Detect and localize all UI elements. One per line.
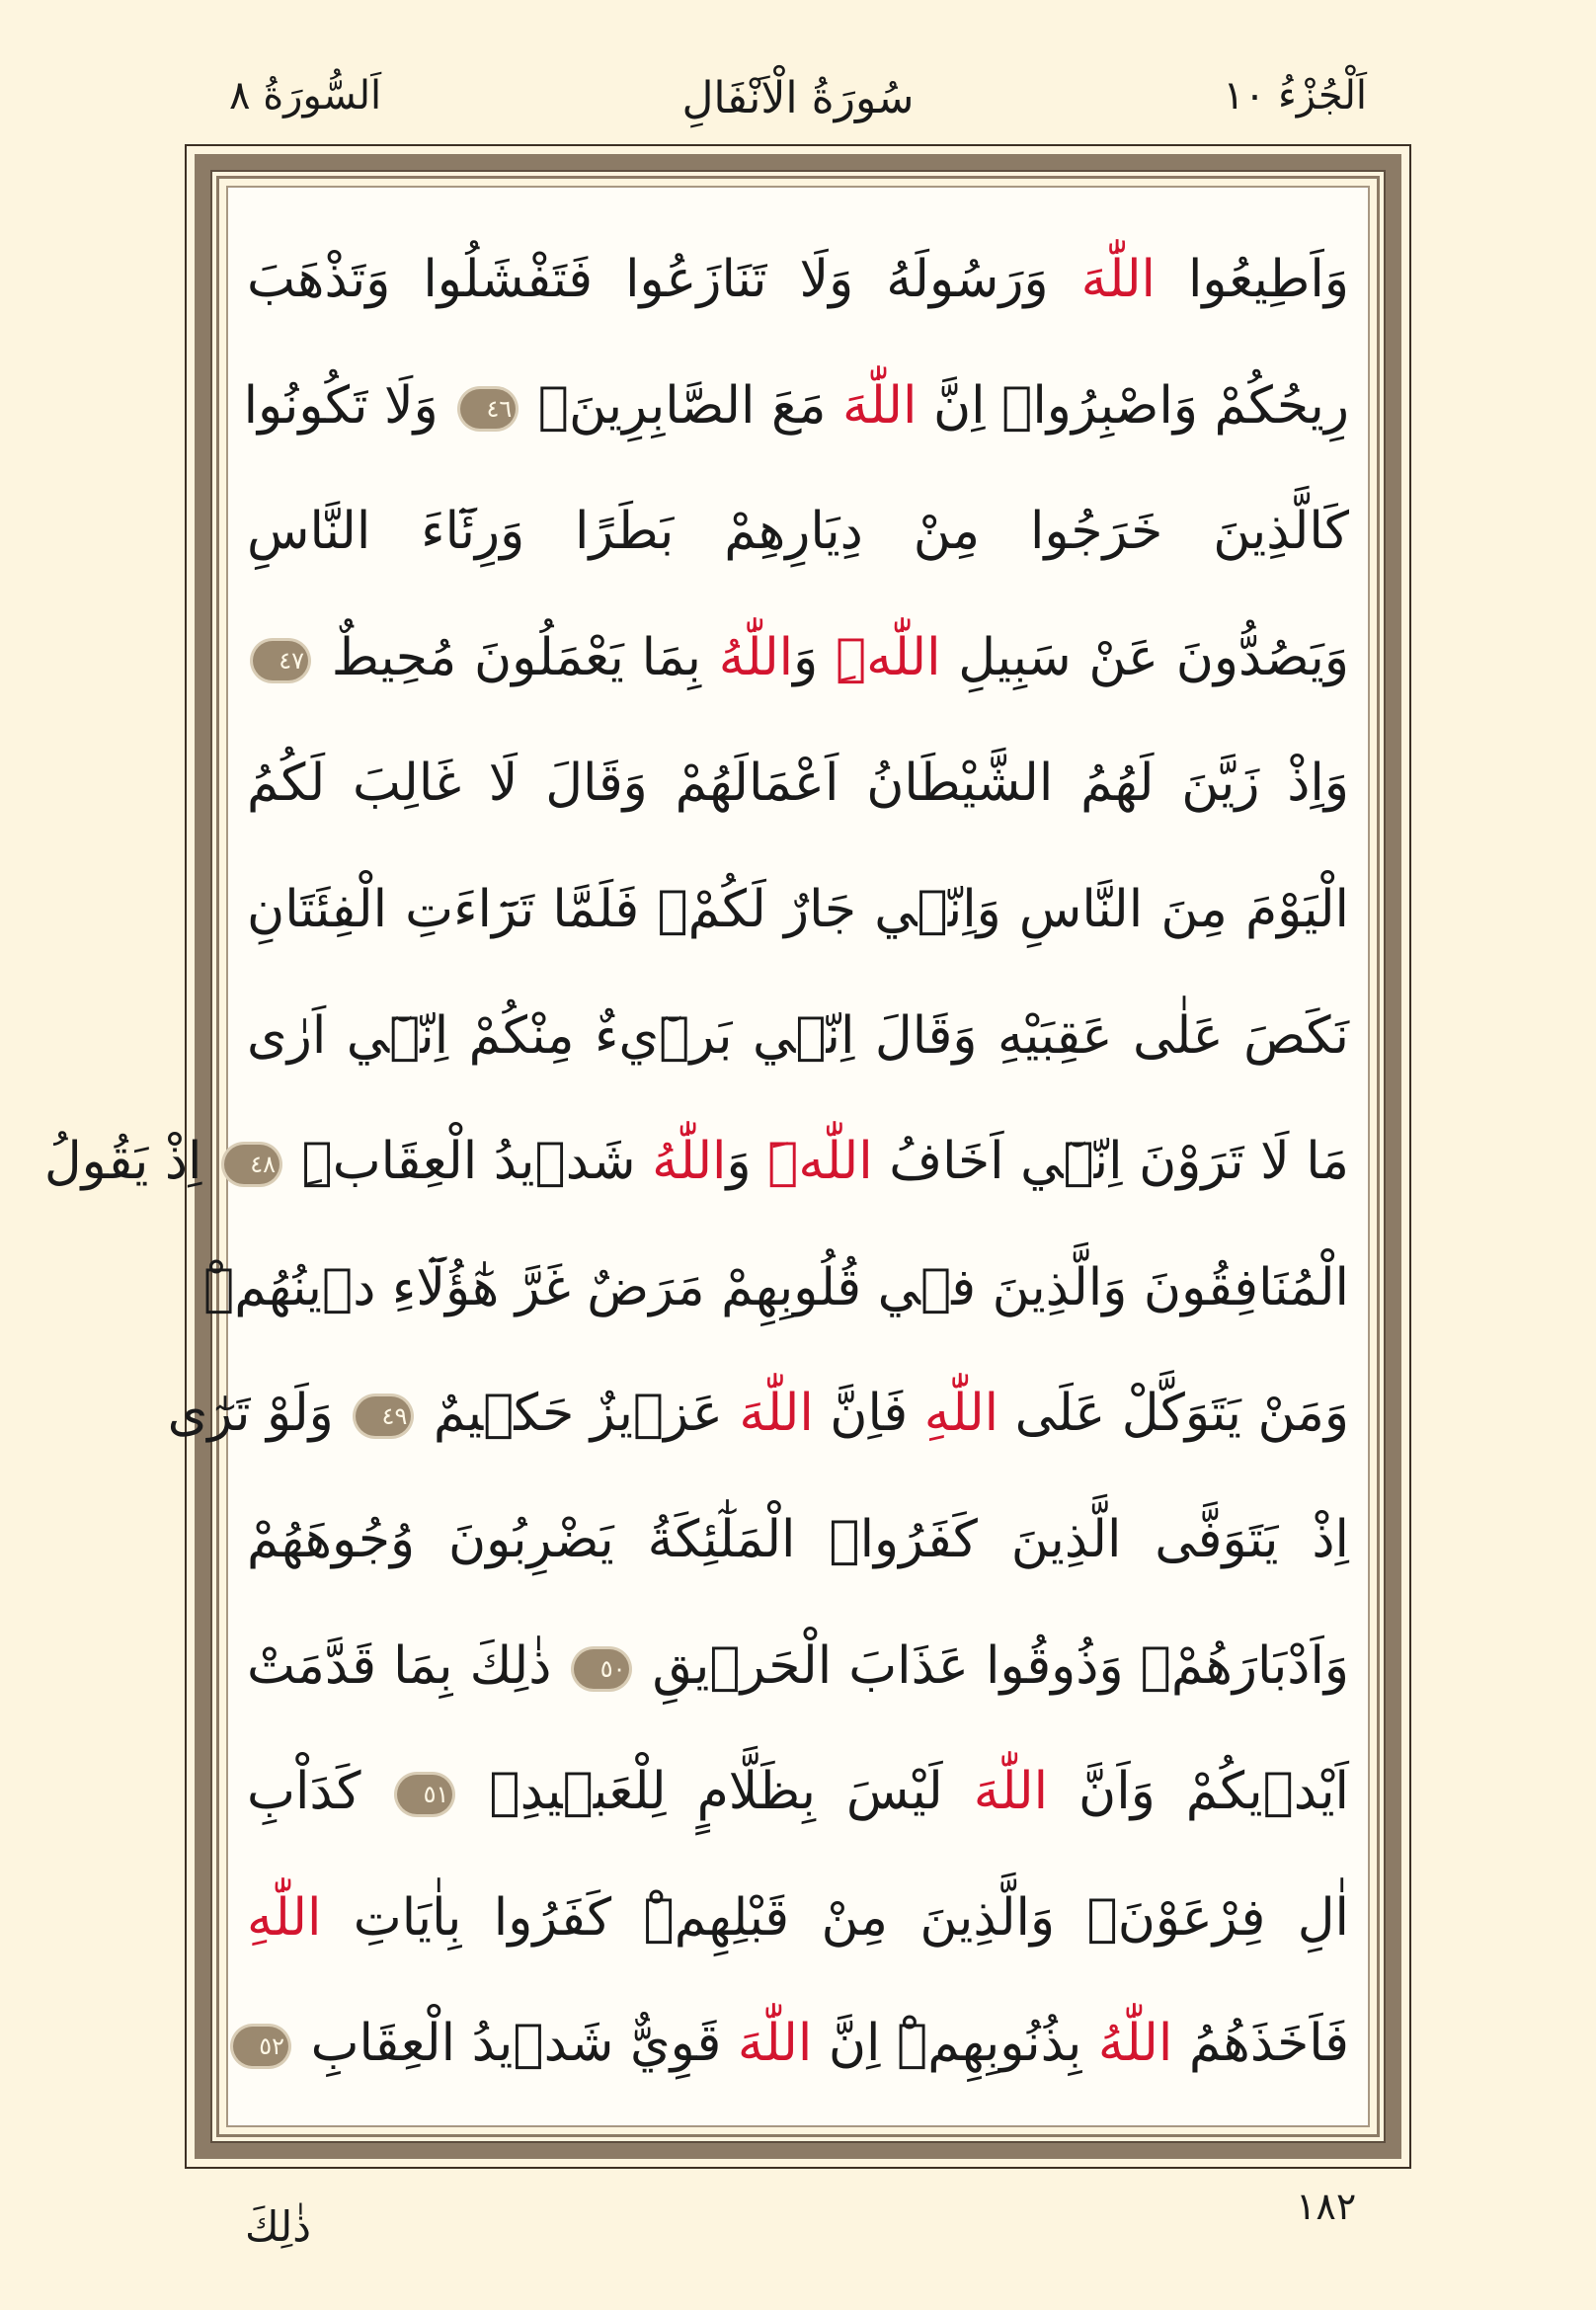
text-segment: وَ bbox=[793, 627, 836, 687]
text-line bbox=[247, 596, 1349, 722]
text-line bbox=[247, 217, 1349, 344]
text-segment: وَيَصُدُّونَ عَنْ سَبِيلِ bbox=[940, 627, 1350, 687]
sura-number-label: اَلسُّورَةُ ٨ bbox=[229, 73, 382, 119]
text-line bbox=[247, 1856, 1349, 1982]
text-segment: وَمَنْ يَتَوَكَّلْ عَلَى bbox=[998, 1384, 1349, 1444]
quran-text-block bbox=[43, 217, 1350, 2108]
divine-name: اللّٰهَ bbox=[1080, 250, 1156, 309]
text-segment: اٰلِ فِرْعَوْنَۙ وَالَّذِينَ مِنْ قَبْلِهِمْۜ كَفَرُوا بِاٰيَاتِ bbox=[321, 1887, 1349, 1948]
text-segment: اِذْ يَقُولُ bbox=[43, 1132, 218, 1192]
verse-number-marker: ٥٢ bbox=[233, 2027, 288, 2066]
verse-number-marker: ٤٩ bbox=[356, 1396, 411, 1436]
verse-number-marker: ٥١ bbox=[397, 1775, 452, 1814]
divine-name: اللّٰهَ bbox=[737, 2014, 813, 2074]
text-segment: فَاَخَذَهُمُ bbox=[1172, 2014, 1349, 2074]
text-segment: وَاَدْبَارَهُمْۚ وَذُوقُوا عَذَابَ الْحَر۪يقِ bbox=[635, 1635, 1350, 1696]
verse-number-marker: ٤٧ bbox=[253, 641, 308, 680]
text-segment: كَدَاْبِ bbox=[247, 1762, 392, 1822]
text-segment: الْيَوْمَ مِنَ النَّاسِ وَاِنّ۪ي جَارٌ لَكُمْۚ فَلَمَّا تَرَٓاءَتِ الْفِئَتَانِ bbox=[247, 879, 1349, 939]
text-line bbox=[247, 847, 1349, 974]
text-segment: شَد۪يدُ الْعِقَابِۜ bbox=[284, 1132, 653, 1192]
sura-title: سُورَةُ الْاَنْفَالِ bbox=[681, 73, 915, 123]
page-number: ١٨٢ bbox=[1296, 2185, 1357, 2228]
text-segment: مَا لَا تَرَوْنَ اِنّ۪ٓي اَخَافُ bbox=[872, 1132, 1349, 1192]
text-line bbox=[167, 1351, 1349, 1477]
divine-name: اللّٰهُ bbox=[1097, 2014, 1173, 2074]
text-segment: لَيْسَ بِظَلَّامٍ لِلْعَب۪يدِۙ bbox=[458, 1762, 974, 1822]
text-line bbox=[247, 721, 1349, 847]
text-line bbox=[203, 1226, 1349, 1352]
verse-number-marker: ٤٨ bbox=[224, 1145, 279, 1184]
divine-name: اللّٰهَ bbox=[842, 375, 918, 436]
text-segment: بِذُنُوبِهِمْۜ اِنَّ bbox=[812, 2014, 1098, 2074]
text-segment: وَلَا تَكُونُوا bbox=[243, 375, 455, 436]
divine-name: اللّٰهَۜ bbox=[767, 1132, 873, 1192]
text-segment: الْمُنَافِقُونَ وَالَّذِينَ ف۪ي قُلُوبِهِمْ مَرَضٌ غَرَّ هٰٓؤُلَٓاءِ د۪ينُهُمْۜ bbox=[203, 1257, 1349, 1317]
text-line bbox=[247, 1729, 1349, 1856]
text-segment: كَالَّذِينَ خَرَجُوا مِنْ دِيَارِهِمْ بَطَرًا وَرِئَٓاءَ النَّاسِ bbox=[247, 502, 1349, 562]
divine-name: اللّٰهَ bbox=[739, 1384, 814, 1444]
divine-name: اللّٰهِۜ bbox=[835, 627, 941, 687]
text-line bbox=[247, 469, 1349, 596]
text-line bbox=[247, 1981, 1349, 2108]
text-segment: مَعَ الصَّابِرِينَۚ bbox=[521, 375, 843, 436]
divine-name: اللّٰهِ bbox=[247, 1887, 322, 1948]
verse-number-marker: ٤٦ bbox=[460, 389, 516, 429]
divine-name: اللّٰهُ bbox=[652, 1132, 727, 1192]
divine-name: اللّٰهِ bbox=[923, 1384, 999, 1444]
text-segment: وَاِذْ زَيَّنَ لَهُمُ الشَّيْطَانُ اَعْمَالَهُمْ وَقَالَ لَا غَالِبَ لَكُمُ bbox=[247, 754, 1349, 814]
text-segment: وَرَسُولَهُ وَلَا تَنَازَعُوا فَتَفْشَلُوا وَتَذْهَبَ bbox=[247, 250, 1081, 309]
text-line bbox=[43, 1099, 1349, 1226]
juz-label: اَلْجُزْءُ ١٠ bbox=[1223, 73, 1367, 119]
text-segment: عَز۪يزٌ حَك۪يمٌ bbox=[417, 1384, 740, 1444]
text-line bbox=[247, 1604, 1349, 1730]
divine-name: اللّٰهُ bbox=[718, 627, 794, 687]
text-segment: رِيحُكُمْ وَاصْبِرُواۜ اِنَّ bbox=[917, 375, 1349, 436]
text-segment: نَكَصَ عَلٰى عَقِبَيْهِ وَقَالَ اِنّ۪ي بَر۪ٓيءٌ مِنْكُمْ اِنّ۪ٓي اَرٰى bbox=[247, 1005, 1349, 1066]
text-segment: ذٰلِكَ بِمَا قَدَّمَتْ bbox=[247, 1635, 569, 1696]
text-line bbox=[243, 344, 1349, 470]
text-line bbox=[247, 1477, 1349, 1604]
text-segment: اَيْد۪يكُمْ وَاَنَّ bbox=[1048, 1762, 1349, 1822]
verse-number-marker: ٥٠ bbox=[574, 1649, 629, 1689]
text-segment: وَ bbox=[726, 1132, 768, 1192]
text-segment: اِذْ يَتَوَفَّى الَّذِينَ كَفَرُواۙ الْمَلٰٓئِكَةُ يَضْرِبُونَ وُجُوهَهُمْ bbox=[247, 1509, 1349, 1569]
divine-name: اللّٰهَ bbox=[973, 1762, 1049, 1822]
text-segment: وَلَوْ تَرٰٓى bbox=[167, 1384, 351, 1444]
text-segment: وَاَطِيعُوا bbox=[1155, 250, 1349, 309]
catchword: ذٰلِكَ bbox=[245, 2202, 311, 2251]
text-segment: فَاِنَّ bbox=[813, 1384, 924, 1444]
text-segment: بِمَا يَعْمَلُونَ مُحِيطٌ bbox=[314, 627, 719, 687]
text-line bbox=[247, 974, 1349, 1100]
text-segment: قَوِيٌّ شَد۪يدُ الْعِقَابِ bbox=[294, 2014, 738, 2074]
